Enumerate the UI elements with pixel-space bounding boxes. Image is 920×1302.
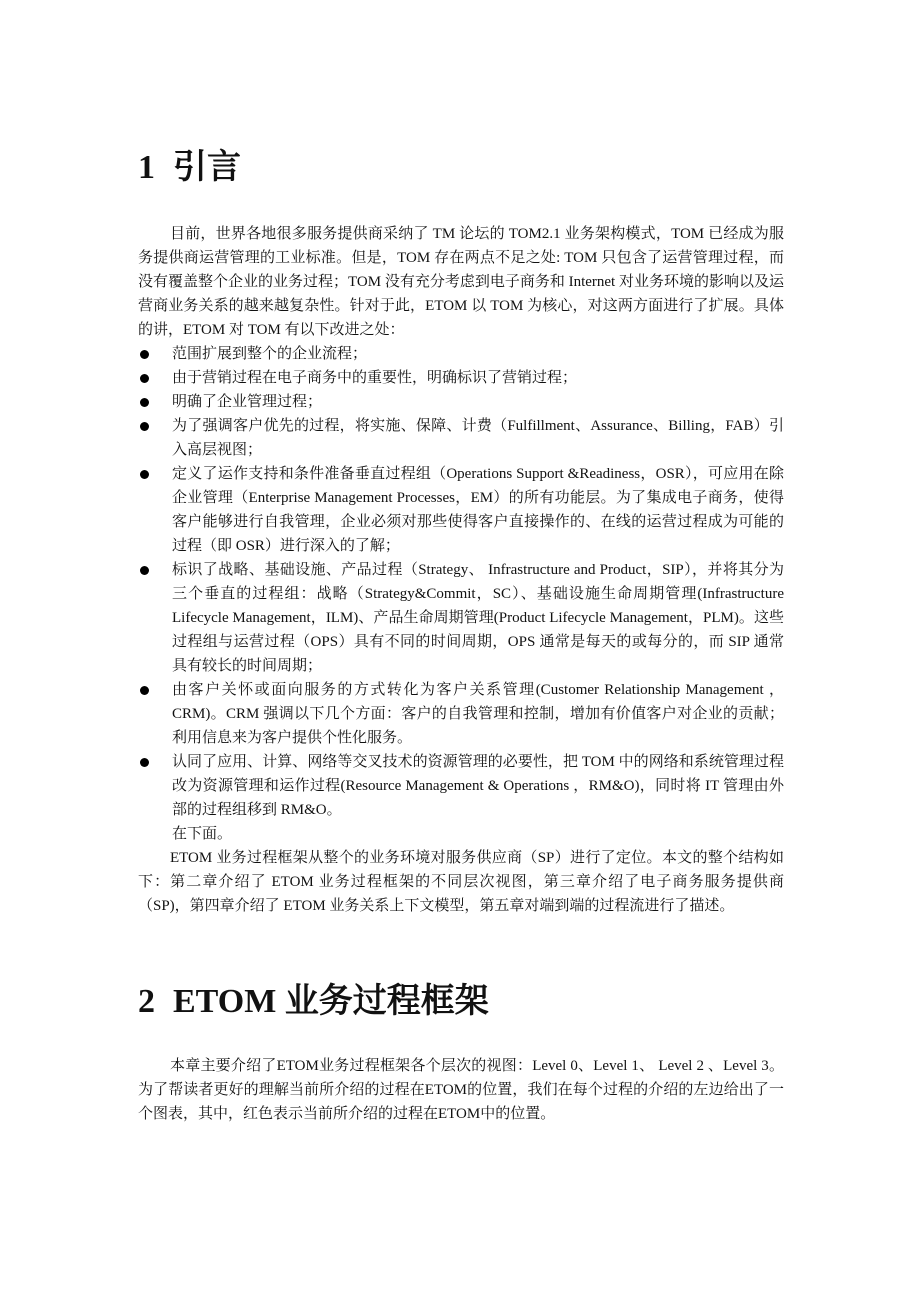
list-item: 为了强调客户优先的过程，将实施、保障、计费（Fulfillment、Assurance、Billing，FAB）引入高层视图；: [138, 414, 784, 462]
intro-paragraph: 目前，世界各地很多服务提供商采纳了 TM 论坛的 TOM2.1 业务架构模式，TOM 已经成为服务提供商运营管理的工业标准。但是，TOM 存在两点不足之处: TOM 只包含了运营管理过程，而没有覆盖整个企业的业务过程；TOM 没有充分考虑到电子商务和 Internet 对业务环境的影响以及运营商业务关系的越来越复杂性。针对于此，ETOM 以 TOM 为核心，对这两方面进行了扩展。具体的讲，ETOM 对 TOM 有以下改进之处：: [138, 226, 784, 338]
bullet-icon: [140, 422, 149, 431]
section-1-body: [138, 222, 784, 918]
bullet-icon: [140, 566, 149, 575]
improvement-list: [138, 342, 784, 822]
bullet-icon: [140, 758, 149, 767]
section-1-title: 引言: [173, 149, 241, 186]
trailing-line: 在下面。: [172, 826, 233, 842]
section-2-heading: [138, 982, 489, 1022]
list-item: 由客户关怀或面向服务的方式转化为客户关系管理(Customer Relationship Management ，CRM)。CRM 强调以下几个方面：客户的自我管理和控制，增加有价值客户对企业的贡献；利用信息来为客户提供个性化服务。: [138, 678, 784, 750]
list-item: 明确了企业管理过程；: [138, 390, 784, 414]
list-item: 认同了应用、计算、网络等交叉技术的资源管理的必要性，把 TOM 中的网络和系统管理过程改为资源管理和运作过程(Resource Management & Operations ，RM&O)，同时将 IT 管理由外部的过程组移到 RM&O。: [138, 750, 784, 822]
bullet-icon: [140, 398, 149, 407]
section-2-paragraph: 本章主要介绍了ETOM业务过程框架各个层次的视图：Level 0、Level 1、 Level 2 、Level 3。为了帮读者更好的理解当前所介绍的过程在ETOM的位置，我们在每个过程的介绍的左边给出了一个图表，其中，红色表示当前所介绍的过程在ETOM中的位置。: [138, 1058, 784, 1122]
bullet-icon: [140, 374, 149, 383]
list-item: 定义了运作支持和条件准备垂直过程组（Operations Support &Readiness，OSR），可应用在除企业管理（Enterprise Management Processes，EM）的所有功能层。为了集成电子商务，使得客户能够进行自我管理，企业必须对那些使得客户直接操作的、在线的运营过程成为可能的过程（即 OSR）进行深入的了解；: [138, 462, 784, 558]
section-2-number: 2: [138, 983, 155, 1020]
bullet-icon: [140, 686, 149, 695]
bullet-icon: [140, 350, 149, 359]
list-item: 标识了战略、基础设施、产品过程（Strategy、 Infrastructure and Product，SIP），并将其分为三个垂直的过程组：战略（Strategy&Commit，SC）、基础设施生命周期管理(Infrastructure Lifecycle Management，ILM)、产品生命周期管理(Product Lifecycle Management，PLM)。这些过程组与运营过程（OPS）具有不同的时间周期，OPS 通常是每天的或每分的，而 SIP 通常具有较长的时间周期；: [138, 558, 784, 678]
section-2-title: ETOM 业务过程框架: [173, 983, 489, 1020]
closing-paragraph: ETOM 业务过程框架从整个的业务环境对服务供应商（SP）进行了定位。本文的整个结构如下：第二章介绍了 ETOM 业务过程框架的不同层次视图，第三章介绍了电子商务服务提供商（SP)，第四章介绍了 ETOM 业务关系上下文模型，第五章对端到端的过程流进行了描述。: [138, 850, 784, 914]
section-1-number: 1: [138, 149, 155, 186]
list-item: 范围扩展到整个的企业流程；: [138, 342, 784, 366]
section-2-body: [138, 1054, 784, 1126]
bullet-icon: [140, 470, 149, 479]
section-1-heading: [138, 148, 241, 188]
list-item: 由于营销过程在电子商务中的重要性，明确标识了营销过程；: [138, 366, 784, 390]
